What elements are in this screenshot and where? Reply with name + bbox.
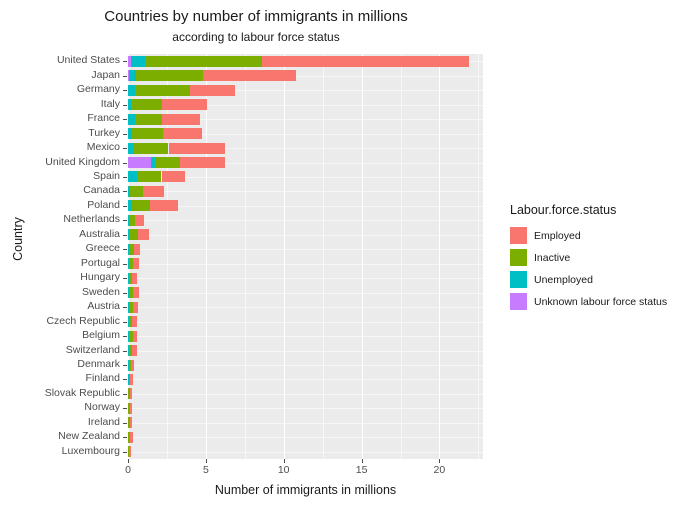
x-axis-tick	[439, 459, 440, 463]
bar-segment	[128, 85, 135, 96]
y-axis-tick-label: Austria	[87, 300, 120, 313]
y-axis-tick-label: Mexico	[86, 141, 120, 153]
bar-segment	[135, 215, 144, 226]
legend-item	[510, 225, 695, 246]
bar-segment	[132, 345, 137, 356]
bar-segment	[203, 70, 296, 81]
y-axis-tick-label: United States	[56, 54, 120, 67]
bar-segment	[130, 403, 132, 414]
bar-segment	[169, 143, 225, 154]
y-axis-tick-label: Greece	[85, 242, 120, 255]
bar-segment	[132, 273, 137, 284]
y-axis-tick-label: Sweden	[82, 285, 120, 298]
y-axis-tick-label: Poland	[87, 198, 120, 211]
x-axis-tick	[362, 459, 363, 463]
bar-row	[0, 70, 695, 81]
legend-label: Employed	[534, 229, 581, 242]
legend-items	[510, 225, 695, 312]
bar-segment	[134, 244, 140, 255]
bar-row	[0, 331, 695, 342]
bar-segment	[145, 56, 262, 67]
legend-key	[510, 271, 527, 288]
x-axis-title: Number of immigrants in millions	[214, 483, 397, 497]
legend-swatch	[510, 227, 527, 244]
bar-segment	[129, 446, 131, 457]
legend-label: Unemployed	[534, 273, 593, 286]
y-axis-tick-label: Italy	[100, 97, 120, 110]
bar-segment	[133, 331, 138, 342]
bar-segment	[180, 157, 225, 168]
bar-row	[0, 345, 695, 356]
bar-segment	[190, 85, 235, 96]
bar-segment	[136, 70, 203, 81]
bar-segment	[130, 374, 133, 385]
bar-segment	[128, 171, 137, 182]
bar-segment	[162, 171, 185, 182]
bar-row	[0, 186, 695, 197]
y-axis-tick-label: France	[87, 112, 120, 125]
bar-row	[0, 114, 695, 125]
bar-row	[0, 374, 695, 385]
y-axis-tick-label: Finland	[85, 372, 120, 385]
chart-legend	[510, 203, 695, 313]
bar-row	[0, 360, 695, 371]
bar-segment	[262, 56, 469, 67]
bar-row	[0, 316, 695, 327]
legend-swatch	[510, 293, 527, 310]
x-axis-tick-label: 0	[125, 464, 131, 476]
bar-segment	[162, 99, 207, 110]
bar-row	[0, 128, 695, 139]
legend-swatch	[510, 249, 527, 266]
y-axis-tick-label: Australia	[79, 227, 120, 240]
bar-row	[0, 171, 695, 182]
bar-segment	[131, 99, 162, 110]
bar-segment	[143, 186, 165, 197]
bar-segment	[135, 114, 162, 125]
bar-segment	[155, 157, 180, 168]
y-axis-tick-label: Portugal	[80, 256, 120, 269]
bar-row	[0, 56, 695, 67]
bar-segment	[131, 360, 134, 371]
x-axis-tick	[206, 459, 207, 463]
bar-row	[0, 432, 695, 443]
bar-row	[0, 85, 695, 96]
bar-segment	[137, 171, 162, 182]
x-axis-tick-label: 20	[433, 464, 446, 476]
x-axis-tick-label: 10	[277, 464, 290, 476]
bar-row	[0, 446, 695, 457]
bar-segment	[163, 128, 202, 139]
y-axis-tick-label: Ireland	[87, 415, 120, 428]
bar-segment	[133, 302, 138, 313]
legend-key	[510, 249, 527, 266]
y-axis-tick-label: Norway	[84, 401, 120, 414]
bar-row	[0, 403, 695, 414]
y-axis-tick-label: Slovak Republic	[44, 386, 120, 399]
bar-row	[0, 99, 695, 110]
bar-row	[0, 417, 695, 428]
bar-segment	[131, 56, 145, 67]
y-axis-tick-label: Spain	[93, 169, 120, 182]
legend-title: Labour.force.status	[510, 203, 617, 217]
x-axis-tick	[128, 459, 129, 463]
y-axis-tick-label: Turkey	[88, 126, 120, 139]
y-axis-tick-label: Netherlands	[63, 213, 120, 226]
y-axis-title: Country	[11, 217, 25, 261]
bar-segment	[162, 114, 201, 125]
legend-item	[510, 247, 695, 268]
bar-segment	[130, 432, 133, 443]
bar-segment	[133, 287, 138, 298]
bar-segment	[133, 143, 169, 154]
legend-label: Unknown labour force status	[534, 295, 668, 308]
bar-segment	[128, 114, 135, 125]
x-axis-tick-label: 15	[355, 464, 368, 476]
bar-segment	[130, 388, 132, 399]
bar-row	[0, 157, 695, 168]
bar-row	[0, 388, 695, 399]
legend-key	[510, 227, 527, 244]
y-axis-tick-label: Czech Republic	[46, 314, 120, 327]
y-axis-tick-label: Hungary	[80, 271, 120, 284]
bar-segment	[150, 200, 178, 211]
legend-swatch	[510, 271, 527, 288]
y-axis-tick-label: Switzerland	[65, 343, 120, 356]
bar-segment	[133, 258, 138, 269]
bar-segment	[129, 70, 136, 81]
y-axis-tick-label: Germany	[76, 83, 120, 96]
bar-segment	[132, 316, 137, 327]
legend-item	[510, 269, 695, 290]
bar-segment	[132, 128, 163, 139]
y-axis-tick-label: Luxembourg	[61, 444, 120, 457]
x-axis-tick	[284, 459, 285, 463]
x-axis-tick-label: 5	[202, 464, 209, 476]
bar-segment	[135, 85, 190, 96]
bar-segment	[130, 417, 132, 428]
y-axis-tick-label: United Kingdom	[45, 155, 120, 168]
y-axis-tick-label: Canada	[83, 184, 120, 197]
chart-title: Countries by number of immigrants in millions	[104, 8, 408, 25]
bar-segment	[131, 200, 150, 211]
legend-key	[510, 293, 527, 310]
bar-segment	[138, 229, 150, 240]
legend-label: Inactive	[534, 251, 571, 264]
y-axis-tick-label: New Zealand	[58, 430, 120, 443]
legend-item	[510, 291, 695, 312]
y-axis-tick-label: Denmark	[77, 358, 120, 370]
bar-row	[0, 143, 695, 154]
y-axis-tick-label: Belgium	[82, 329, 120, 342]
y-axis-tick-label: Japan	[91, 68, 120, 81]
bar-segment	[130, 186, 143, 197]
bar-segment	[128, 157, 151, 168]
bar-segment	[129, 229, 138, 240]
chart-subtitle: according to labour force status	[172, 30, 340, 44]
